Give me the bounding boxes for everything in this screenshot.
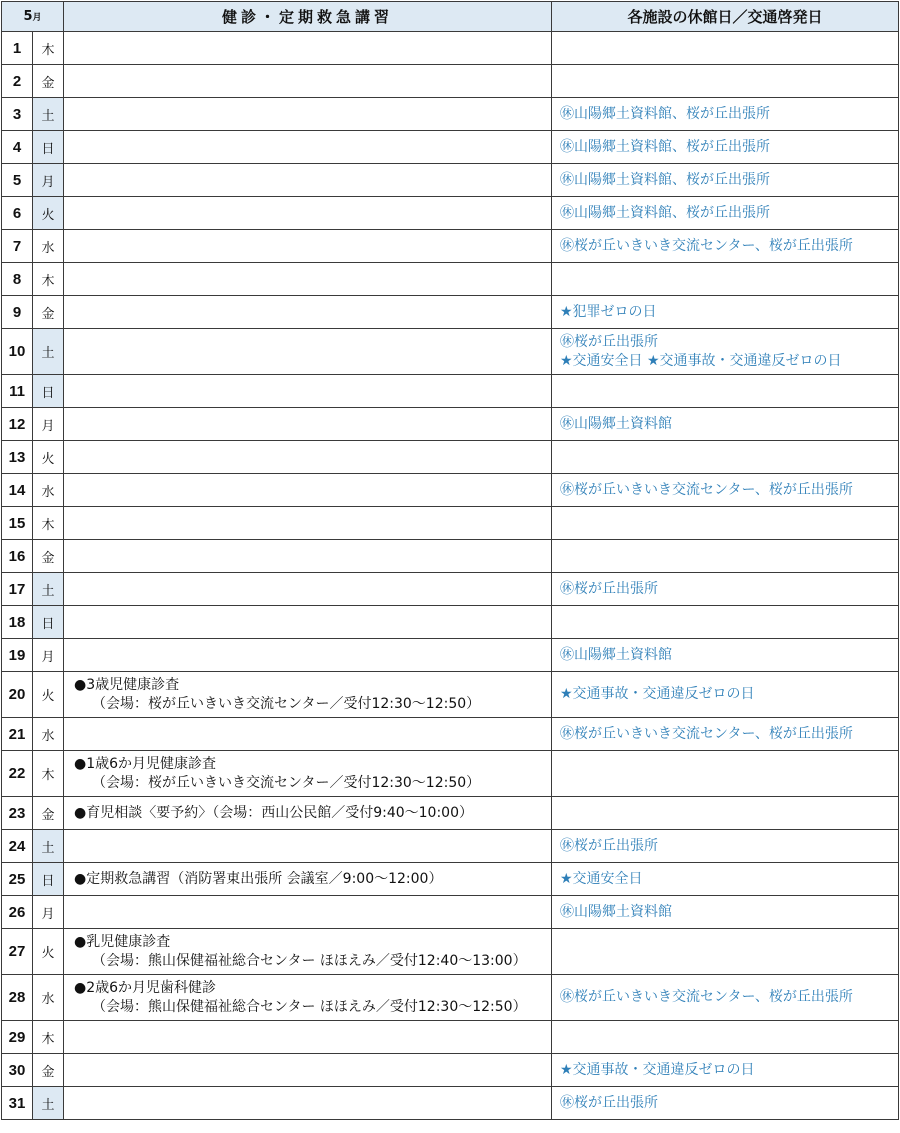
calendar-row [2,263,899,296]
facility-cell [552,474,899,507]
day-number: 18 [2,606,33,639]
facility-cell [552,573,899,606]
facility-cell [552,230,899,263]
day-number: 2 [2,65,33,98]
calendar-row [2,197,899,230]
facility-cell [552,441,899,474]
weekday-label: 木 [33,32,64,65]
exam-detail: （会場：熊山保健福祉総合センター ほほえみ／受付12:40〜13:00） [92,952,527,969]
exam-cell [64,975,552,1021]
facility-cell [552,830,899,863]
facility-cell [552,896,899,929]
calendar-row [2,718,899,751]
day-number: 24 [2,830,33,863]
day-number: 3 [2,98,33,131]
calendar-row [2,797,899,830]
day-number: 16 [2,540,33,573]
exam-cell [64,672,552,718]
facility-cell [552,263,899,296]
facility-note: ㊡桜が丘出張所 [560,1094,658,1111]
weekday-label: 木 [33,263,64,296]
weekday-label: 火 [33,672,64,718]
day-number: 9 [2,296,33,329]
weekday-label: 金 [33,65,64,98]
day-number: 22 [2,751,33,797]
calendar-row [2,540,899,573]
facility-cell [552,507,899,540]
facility-cell [552,606,899,639]
exam-cell [64,507,552,540]
weekday-label: 日 [33,606,64,639]
day-number: 1 [2,32,33,65]
day-number: 7 [2,230,33,263]
facility-note: ㊡桜が丘いきいき交流センター、桜が丘出張所 [560,481,853,498]
weekday-label: 土 [33,1087,64,1120]
weekday-label: 月 [33,164,64,197]
exam-cell [64,441,552,474]
exam-cell [64,896,552,929]
facility-note: ㊡桜が丘いきいき交流センター、桜が丘出張所 [560,989,853,1005]
calendar-row [2,98,899,131]
day-number: 21 [2,718,33,751]
facility-cell [552,296,899,329]
weekday-label: 水 [33,474,64,507]
weekday-label: 火 [33,929,64,975]
facility-note: ㊡桜が丘出張所 [560,580,658,597]
calendar-row [2,1087,899,1120]
exam-title: ●2歳6か月児歯科健診 [74,979,217,996]
day-number: 15 [2,507,33,540]
exam-cell [64,164,552,197]
calendar-row [2,929,899,975]
facility-cell [552,1021,899,1054]
exam-cell [64,197,552,230]
day-number: 31 [2,1087,33,1120]
day-number: 25 [2,863,33,896]
exam-title: ●育児相談〈要予約〉（会場：西山公民館／受付9:40〜10:00） [74,804,473,821]
facility-note: ㊡桜が丘出張所 [560,333,658,350]
weekday-label: 木 [33,751,64,797]
day-number: 27 [2,929,33,975]
day-number: 17 [2,573,33,606]
facility-note: ㊡桜が丘いきいき交流センター、桜が丘出張所 [560,237,853,254]
calendar-row [2,672,899,718]
facility-note: ㊡山陽郷土資料館 [560,646,672,663]
facility-cell [552,975,899,1021]
facility-column-header: 各施設の休館日／交通啓発日 [552,2,899,32]
weekday-label: 土 [33,573,64,606]
exam-cell [64,718,552,751]
calendar-row [2,639,899,672]
day-number: 13 [2,441,33,474]
exam-detail: （会場：桜が丘いきいき交流センター／受付12:30〜12:50） [92,695,481,712]
facility-cell [552,929,899,975]
facility-cell [552,1054,899,1087]
calendar-row [2,230,899,263]
day-number: 23 [2,797,33,830]
exam-detail: （会場：桜が丘いきいき交流センター／受付12:30〜12:50） [92,774,481,791]
exam-cell [64,929,552,975]
facility-note: ★交通事故・交通違反ゼロの日 [560,686,755,702]
month-number: 5 [23,9,33,24]
weekday-label: 火 [33,197,64,230]
calendar-row [2,1021,899,1054]
weekday-label: 木 [33,1021,64,1054]
calendar-row [2,32,899,65]
month-header [2,2,64,32]
calendar-row [2,296,899,329]
facility-cell [552,329,899,375]
facility-cell [552,751,899,797]
calendar-row [2,830,899,863]
weekday-label: 火 [33,441,64,474]
facility-cell [552,797,899,830]
weekday-label: 日 [33,131,64,164]
facility-note: ㊡山陽郷土資料館、桜が丘出張所 [560,171,770,188]
exam-cell [64,329,552,375]
calendar-row [2,131,899,164]
exam-cell [64,751,552,797]
exam-cell [64,296,552,329]
exam-cell [64,1021,552,1054]
exam-title: ●3歳児健康診査 [74,676,180,693]
day-number: 14 [2,474,33,507]
exam-cell [64,606,552,639]
month-unit: 月 [32,13,42,23]
facility-cell [552,375,899,408]
exam-cell [64,65,552,98]
exam-cell [64,573,552,606]
weekday-label: 水 [33,718,64,751]
exam-title: ●1歳6か月児健康診査 [74,755,217,772]
calendar-row [2,863,899,896]
exam-cell [64,263,552,296]
calendar-row [2,65,899,98]
facility-note: ㊡山陽郷土資料館、桜が丘出張所 [560,105,770,122]
exam-cell [64,540,552,573]
calendar-row [2,329,899,375]
exam-title: ●乳児健康診査 [74,933,171,950]
exam-title: ●定期救急講習（消防署東出張所 会議室／9:00〜12:00） [74,870,443,887]
weekday-label: 金 [33,797,64,830]
exam-cell [64,474,552,507]
header-row [2,2,899,32]
calendar-row [2,507,899,540]
exam-cell [64,863,552,896]
weekday-label: 土 [33,329,64,375]
weekday-label: 木 [33,507,64,540]
calendar-row [2,975,899,1021]
day-number: 28 [2,975,33,1021]
exam-cell [64,639,552,672]
day-number: 29 [2,1021,33,1054]
weekday-label: 土 [33,98,64,131]
calendar-row [2,606,899,639]
facility-note: ㊡山陽郷土資料館 [560,415,672,432]
day-number: 8 [2,263,33,296]
calendar-row [2,1054,899,1087]
calendar-row [2,474,899,507]
weekday-label: 月 [33,639,64,672]
facility-cell [552,863,899,896]
facility-note: ㊡山陽郷土資料館、桜が丘出張所 [560,138,770,155]
day-number: 12 [2,408,33,441]
exam-detail: （会場：熊山保健福祉総合センター ほほえみ／受付12:30〜12:50） [92,998,527,1015]
weekday-label: 水 [33,230,64,263]
facility-note: ★交通事故・交通違反ゼロの日 [560,1061,755,1078]
weekday-label: 金 [33,540,64,573]
day-number: 10 [2,329,33,375]
calendar-row [2,896,899,929]
exam-cell [64,32,552,65]
exam-cell [64,230,552,263]
weekday-label: 月 [33,408,64,441]
facility-note: ㊡桜が丘出張所 [560,837,658,854]
facility-cell [552,197,899,230]
exam-cell [64,375,552,408]
facility-cell [552,718,899,751]
day-number: 26 [2,896,33,929]
exam-cell [64,1087,552,1120]
facility-cell [552,98,899,131]
day-number: 4 [2,131,33,164]
calendar-body [2,32,899,1120]
exam-column-header: 健診・定期救急講習 [64,2,552,32]
calendar-row [2,375,899,408]
facility-note: ㊡山陽郷土資料館、桜が丘出張所 [560,204,770,221]
day-number: 6 [2,197,33,230]
facility-cell [552,164,899,197]
event-calendar-table [1,1,899,1120]
weekday-label: 水 [33,975,64,1021]
weekday-label: 日 [33,863,64,896]
facility-cell [552,408,899,441]
weekday-label: 金 [33,296,64,329]
weekday-label: 月 [33,896,64,929]
facility-cell [552,131,899,164]
exam-cell [64,131,552,164]
weekday-label: 日 [33,375,64,408]
facility-cell [552,672,899,718]
exam-cell [64,98,552,131]
weekday-label: 金 [33,1054,64,1087]
facility-cell [552,65,899,98]
calendar-row [2,408,899,441]
calendar-row [2,164,899,197]
calendar-row [2,573,899,606]
exam-cell [64,797,552,830]
facility-cell [552,540,899,573]
day-number: 5 [2,164,33,197]
day-number: 20 [2,672,33,718]
facility-note: ★犯罪ゼロの日 [560,303,657,320]
facility-cell [552,32,899,65]
exam-cell [64,408,552,441]
facility-cell [552,1087,899,1120]
calendar-row [2,441,899,474]
day-number: 11 [2,375,33,408]
weekday-label: 土 [33,830,64,863]
exam-cell [64,1054,552,1087]
facility-cell [552,639,899,672]
facility-note: ㊡桜が丘いきいき交流センター、桜が丘出張所 [560,725,853,742]
facility-note: ★交通安全日 ★交通事故・交通違反ゼロの日 [560,352,842,369]
day-number: 30 [2,1054,33,1087]
day-number: 19 [2,639,33,672]
facility-note: ★交通安全日 [560,870,643,887]
calendar-row [2,751,899,797]
facility-note: ㊡山陽郷土資料館 [560,903,672,920]
exam-cell [64,830,552,863]
